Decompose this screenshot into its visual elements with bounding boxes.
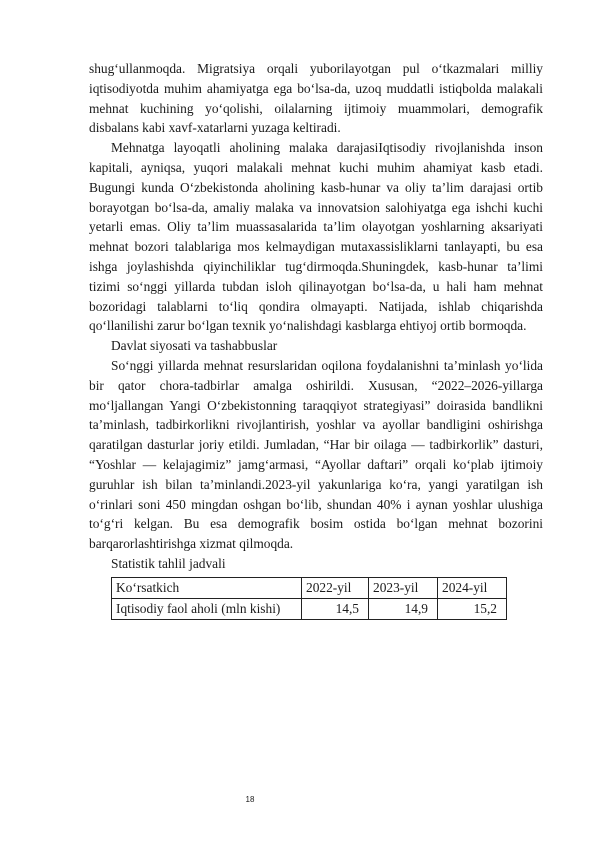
paragraph-migration-continuation: shug‘ullanmoqda. Migratsiya orqali yuborilayotgan pul o‘tkazmalari milliy iqtisodiyotda muhim ahamiyatga ega bo‘lsa-da, uzoq muddatli istiqbolda malakali mehnat kuchining yo‘qolishi, oilalarning ijtimoiy muammolari, demografik disbalans kabi xavf-xatarlarni yuzaga keltiradi. [89,61,543,136]
table-cell: Iqtisodiy faol aholi (mln kishi) [112,598,302,619]
paragraph-qualification: Mehnatga layoqatli aholining malaka darajasiIqtisodiy rivojlanishda inson kapitali, ayniqsa, yuqori malakali mehnat kuchi muhim ahamiyat kasb etadi. Bugungi kunda O‘zbekistonda aholining kasb-hunar va oliy ta’lim darajasi ortib borayotgan bo‘lsa-da, amaliy malaka va innovatsion salohiyatga ega ishchi kuchi yetarli emas. Oliy ta’lim muassasalarida ta’lim olayotgan yoshlarning aksariyati mehnat bozori talablariga mos kelmaydigan mutaxassisliklarni tanlayapti, bu esa ishga joylashishda qiyinchiliklar tug‘dirmoqda.Shuningdek, kasb-hunar ta’limi tizimi so‘nggi yillarda tubdan isloh qilinayotgan bo‘lsa-da, u hali ham mehnat bozoridagi talablarni to‘liq qondira olmayapti. Natijada, ishlab chiqarishda qo‘llanilishi zarur bo‘lgan texnik yo‘nalishdagi kasblarga ehtiyoj ortib bormoqda. [89,140,543,334]
table-header-cell: Ko‘rsatkich [112,577,302,598]
table-header-cell: 2022-yil [302,577,369,598]
table-cell: 15,2 [438,598,507,619]
paragraph-state-policy: So‘nggi yillarda mehnat resurslaridan oqilona foydalanishni ta’minlash yo‘lida bir qator chora-tadbirlar amalga oshirildi. Xususan, “2022–2026-yillarga mo‘ljallangan Yangi O‘zbekistonning taraqqiyot strategiyasi” doirasida bandlikni ta’minlash, tadbirkorlikni rivojlantirish, yoshlar va ayollar bandligini oshirishga qaratilgan dasturlar joriy etildi. Jumladan, “Har bir oilaga — tadbirkorlik” dasturi, “Yoshlar — kelajagimiz” jamg‘armasi, “Ayollar daftari” orqali ko‘plab ijtimoiy guruhlar ish bilan ta’minlandi.2023-yil yakunlariga ko‘ra, yangi yaratilgan ish o‘rinlari soni 450 mingdan oshgan bo‘lib, shundan 40% i aynan yoshlar ulushiga to‘g‘ri kelgan. Bu esa demografik bosim ostida bo‘lgan mehnat bozorini barqarorlashtirishga xizmat qilmoqda. [89,357,543,552]
page-number: 18 [245,795,255,804]
table-row [112,598,507,619]
table-cell: 14,5 [302,598,369,619]
table-header-cell: 2024-yil [438,577,507,598]
table-caption: Statistik tahlil jadvali [111,555,226,571]
table-header-cell: 2023-yil [369,577,438,598]
table-header-row [112,577,507,598]
statistics-table [111,577,507,620]
table-cell: 14,9 [369,598,438,619]
document-body [89,59,543,620]
section-heading: Davlat siyosati va tashabbuslar [111,338,278,354]
